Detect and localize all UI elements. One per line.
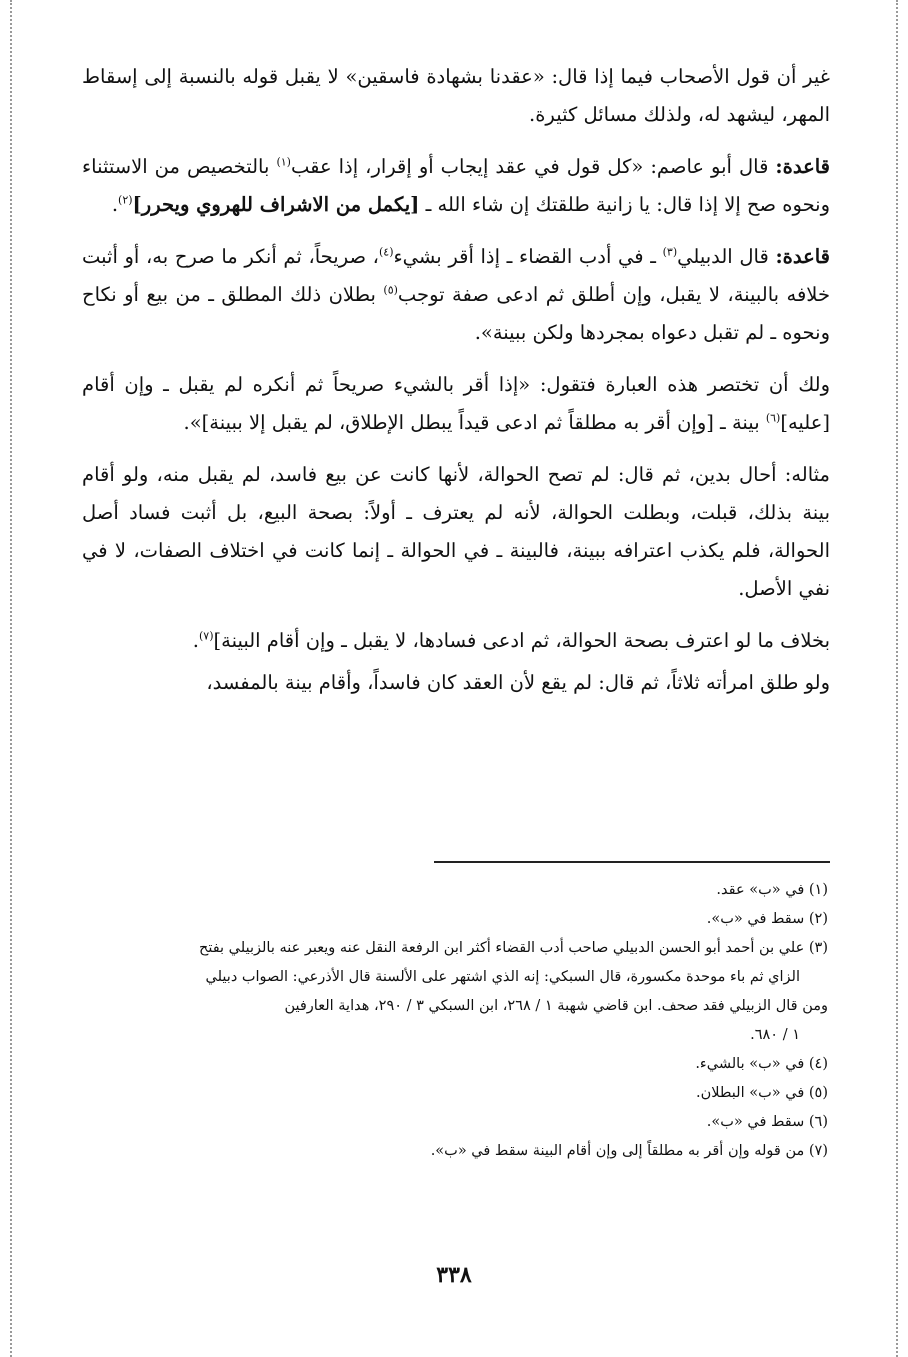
footnote-3-continued: ١ / ٦٨٠. bbox=[750, 1027, 800, 1043]
paragraph-text: ولو طلق امرأته ثلاثاً، ثم قال: لم يقع لأن العقد كان فاسداً، وأقام بينة بالمفسد، bbox=[206, 671, 830, 694]
paragraph-1 bbox=[82, 58, 830, 134]
footnote-6: (٦) سقط في «ب». bbox=[706, 1114, 828, 1130]
footnote-2: (٢) سقط في «ب». bbox=[706, 911, 828, 927]
footnote-5: (٥) في «ب» البطلان. bbox=[696, 1085, 828, 1101]
footnote-1: (١) في «ب» عقد. bbox=[716, 882, 828, 898]
paragraph-text: . bbox=[111, 193, 119, 216]
paragraph-rule-abu-asim bbox=[82, 148, 830, 224]
footnote-ref[interactable]: (٣) bbox=[662, 245, 678, 259]
footnote-ref[interactable]: (٥) bbox=[383, 283, 398, 297]
text-line: إسقاط المهر، ليشهد له، ولذلك مسائل كثيرة. bbox=[82, 65, 830, 126]
paragraph-text: بطلان ذلك المطلق ـ من بيع أو نكاح ونحوه ـ لم تقبل دعواه بمجردها ولكن ببينة». bbox=[82, 283, 830, 344]
main-text bbox=[82, 58, 830, 716]
paragraph-text: بينة ـ [وإن أقر به مطلقاً ثم ادعى قيداً يبطل الإطلاق، لم يقبل إلا ببينة]». bbox=[183, 411, 766, 434]
rule-heading: قاعدة: bbox=[775, 245, 831, 268]
footnote-3: (٣) علي بن أحمد أبو الحسن الدبيلي صاحب أدب القضاء أكثر ابن الرفعة النقل عنه ويعبر عنه بالزبيلي بفتح bbox=[198, 940, 828, 956]
footnotes bbox=[82, 876, 828, 1166]
paragraph-text: ولك أن تختصر هذه العبارة فتقول: «إذا أقر بالشيء صريحاً ثم أنكره لم يقبل ـ وإن أقام [عليه] bbox=[82, 373, 830, 434]
paragraph-text: ، صريحاً، ثم أنكر ما صرح به، أو أثبت خلافه بالبينة، لا يقبل، وإن أطلق ثم ادعى صفة توجب bbox=[82, 245, 830, 306]
paragraph-contrast bbox=[82, 622, 830, 660]
paragraph-summary bbox=[82, 366, 830, 442]
bold-insertion: [يكمل من الاشراف للهروي ويحرر] bbox=[132, 193, 420, 216]
paragraph-text: بالتخصيص من الاستثناء ونحوه صح إلا إذا قال: يا زانية طلقتك إن شاء الله ـ bbox=[82, 155, 830, 216]
paragraph-divorce bbox=[82, 664, 830, 702]
paragraph-text: قال الدبيلي bbox=[677, 245, 776, 268]
paragraph-text: بخلاف ما لو اعترف بصحة الحوالة، ثم ادعى فسادها، لا يقبل ـ وإن أقام البينة] bbox=[213, 629, 830, 652]
paragraph-example bbox=[82, 456, 830, 608]
footnote-ref[interactable]: (١) bbox=[276, 155, 291, 169]
scan-edge-right bbox=[896, 0, 898, 1357]
scan-edge-left bbox=[10, 0, 12, 1357]
paragraph-text: . bbox=[192, 629, 199, 652]
footnote-7: (٧) من قوله وإن أقر به مطلقاً إلى وإن أقام البينة سقط في «ب». bbox=[430, 1143, 828, 1159]
footnote-ref[interactable]: (٤) bbox=[378, 245, 394, 259]
footnote-3-continued: ومن قال الزبيلي فقد صحف. ابن قاضي شهبة ١ / ٢٦٨، ابن السبكي ٣ / ٢٩٠، هداية العارفين bbox=[284, 998, 828, 1014]
footnote-4: (٤) في «ب» بالشيء. bbox=[695, 1056, 828, 1072]
footnote-separator bbox=[434, 861, 830, 863]
footnote-ref[interactable]: (٧) bbox=[199, 629, 214, 643]
paragraph-rule-dubaili bbox=[82, 238, 830, 352]
text-line: غير أن قول الأصحاب فيما إذا قال: «عقدنا بشهادة فاسقين» لا يقبل قوله بالنسبة إلى bbox=[144, 65, 830, 88]
rule-heading: قاعدة: bbox=[775, 155, 830, 178]
footnote-ref[interactable]: (٢) bbox=[118, 193, 133, 207]
paragraph-text: قال أبو عاصم: «كل قول في عقد إيجاب أو إقرار، إذا عقب bbox=[290, 155, 776, 178]
paragraph-text: مثاله: أحال بدين، ثم قال: لم تصح الحوالة، لأنها كانت عن بيع فاسد، لم يقبل منه، ولو أقام بينة بذلك، قبلت، وبطلت الحوالة، لأنه لم يعترف ـ أولاً: بصحة البيع، بل أثبت فساد أصل الحوالة، فلم يكذب اعترافه ببينة، فالبينة ـ في الحوالة ـ إنما كانت في اختلاف الصفات، لا في نفي الأصل. bbox=[82, 463, 830, 600]
paragraph-text: ـ في أدب القضاء ـ إذا أقر بشيء bbox=[393, 245, 663, 268]
footnote-ref[interactable]: (٦) bbox=[765, 411, 781, 425]
footnote-3-continued: الزاي ثم باء موحدة مكسورة، قال السبكي: إنه الذي اشتهر على الألسنة قال الأذرعي: الصواب دبيلي bbox=[205, 969, 800, 985]
page-number: ٣٣٨ bbox=[436, 1262, 472, 1288]
